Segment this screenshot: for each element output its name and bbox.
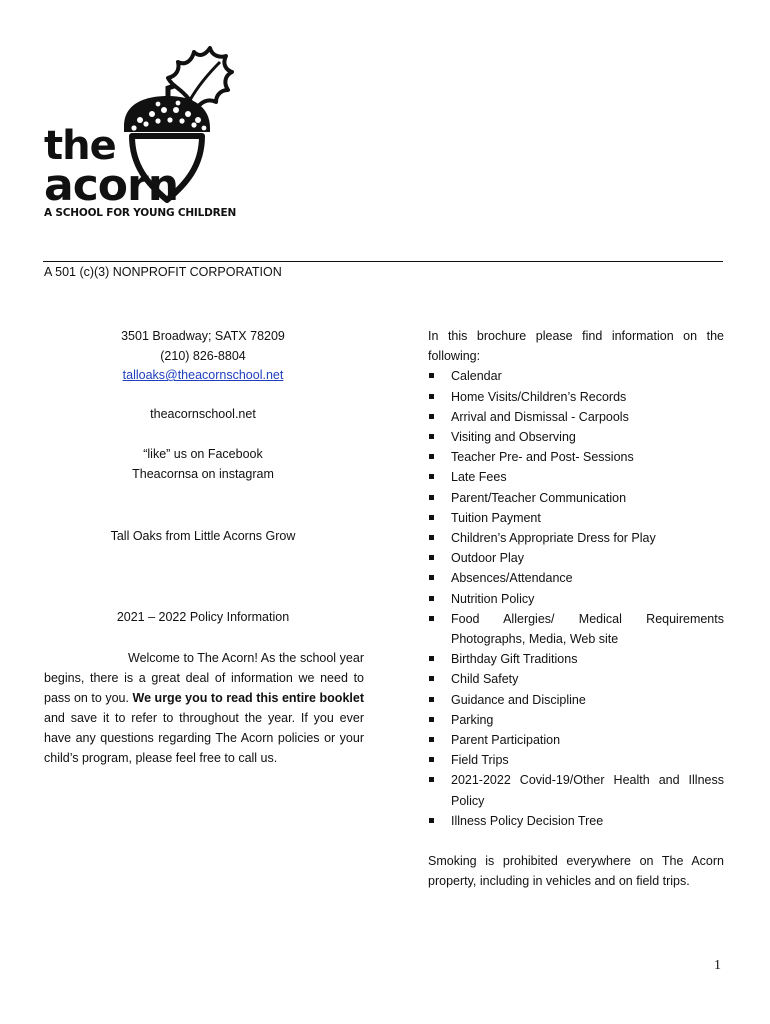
list-item: Parent Participation (428, 730, 724, 750)
list-item: Outdoor Play (428, 548, 724, 568)
logo-word-acorn: acorn (44, 160, 179, 211)
page-number: 1 (714, 958, 721, 973)
welcome-text-1: Welcome to The Acorn! As the school year begins, there is a great deal of information we need to pass on to you. (44, 651, 364, 705)
list-item: Child Safety (428, 669, 724, 689)
email-link-text[interactable]: talloaks@theacornschool.net (122, 368, 284, 382)
list-item: Teacher Pre- and Post- Sessions (428, 447, 724, 467)
list-item: Visiting and Observing (428, 427, 724, 447)
welcome-text-2: and save it to refer to throughout the year. If you ever have any questions regarding The Acorn policies or your child’s program, please feel free to call us. (44, 711, 364, 765)
right-column (428, 326, 724, 891)
list-item: Guidance and Discipline (428, 690, 724, 710)
header-divider (43, 261, 723, 262)
list-item: Absences/Attendance (428, 568, 724, 588)
smoking-notice: Smoking is prohibited everywhere on The Acorn property, including in vehicles and on field trips. (428, 854, 724, 889)
brochure-contents-list (428, 366, 724, 831)
acorn-school-logo (40, 40, 240, 225)
list-item: 2021-2022 Covid-19/Other Health and Illness Policy (428, 770, 724, 810)
list-item: Calendar (428, 366, 724, 386)
welcome-bold-text: We urge you to read this entire booklet (132, 691, 364, 705)
instagram-line: Theacornsa on instagram (132, 467, 274, 481)
list-item: Children’s Appropriate Dress for Play (428, 528, 724, 548)
facebook-line: “like” us on Facebook (143, 447, 263, 461)
policy-title: 2021 – 2022 Policy Information (116, 610, 290, 624)
logo-word-the: the (44, 123, 116, 169)
phone: (210) 826-8804 (160, 349, 246, 363)
address: 3501 Broadway; SATX 78209 (121, 329, 285, 343)
list-item: Home Visits/Children’s Records (428, 387, 724, 407)
list-item: Late Fees (428, 467, 724, 487)
motto: Tall Oaks from Little Acorns Grow (110, 529, 296, 543)
list-item: Nutrition Policy (428, 589, 724, 609)
nonprofit-line: A 501 (c)(3) NONPROFIT CORPORATION (44, 265, 282, 279)
brochure-intro: In this brochure please find information on the following: (428, 329, 724, 364)
list-item: Field Trips (428, 750, 724, 770)
logo-tagline: A SCHOOL FOR YOUNG CHILDREN (44, 207, 237, 219)
email-link[interactable] (44, 365, 362, 385)
list-item: Tuition Payment (428, 508, 724, 528)
list-item: Illness Policy Decision Tree (428, 811, 724, 831)
list-item: Birthday Gift Traditions (428, 649, 724, 669)
list-item: Parking (428, 710, 724, 730)
welcome-paragraph (44, 648, 364, 768)
website: theacornschool.net (150, 407, 256, 421)
list-item: Food Allergies/ Medical Requirements Photographs, Media, Web site (428, 609, 724, 649)
list-item: Parent/Teacher Communication (428, 488, 724, 508)
list-item: Arrival and Dismissal - Carpools (428, 407, 724, 427)
